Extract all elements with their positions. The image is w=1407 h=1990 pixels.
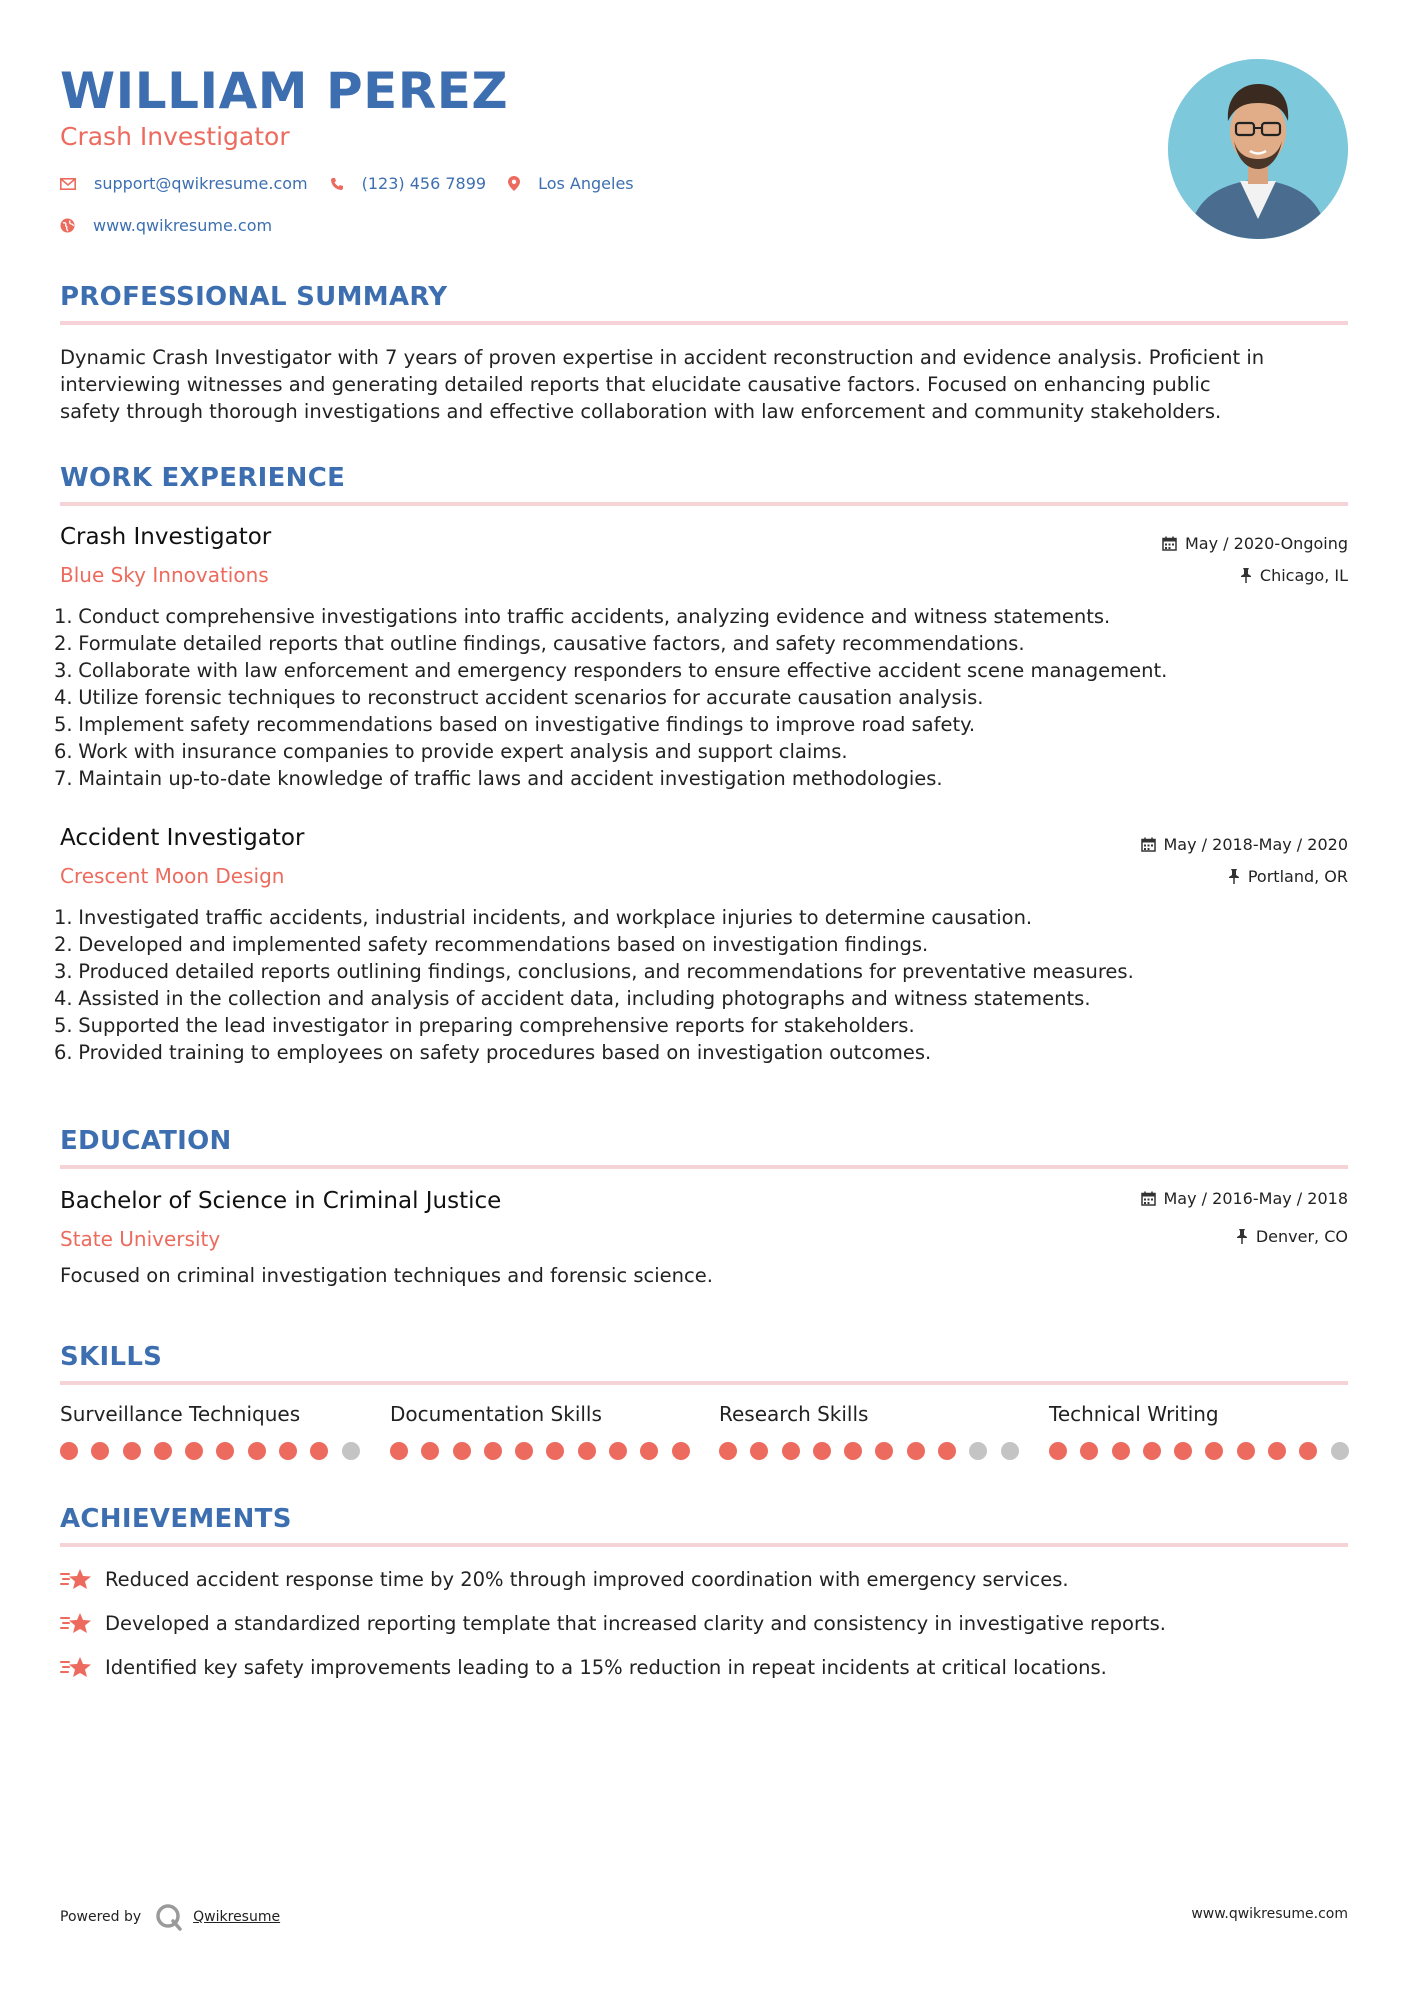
qwikresume-logo-icon <box>155 1903 183 1931</box>
skill-rating <box>1049 1442 1362 1460</box>
contact-website[interactable] <box>60 216 272 235</box>
calendar-icon <box>1141 837 1156 852</box>
globe-icon <box>60 218 75 233</box>
skill-item <box>1049 1402 1349 1432</box>
contact-email[interactable] <box>60 174 308 193</box>
rating-dot-filled <box>1080 1442 1098 1460</box>
skill-name: Documentation Skills <box>390 1402 602 1426</box>
list-item: 7. Maintain up-to-date knowledge of traffic laws and accident investigation methodologies. <box>54 767 943 790</box>
rating-dot-filled <box>672 1442 690 1460</box>
envelope-icon <box>60 178 76 190</box>
star-icon <box>60 1655 93 1679</box>
education-dates-text: May / 2016-May / 2018 <box>1163 1189 1348 1208</box>
contact-row <box>60 216 294 235</box>
contact-phone[interactable] <box>330 174 486 193</box>
rating-dot-empty <box>1001 1442 1019 1460</box>
job-bullets <box>54 603 1350 792</box>
map-pin-icon <box>508 176 520 191</box>
job-title: Accident Investigator <box>60 825 305 851</box>
rating-dot-filled <box>1237 1442 1255 1460</box>
rating-dot-filled <box>1174 1442 1192 1460</box>
job-location <box>1240 566 1348 585</box>
rating-dot-filled <box>185 1442 203 1460</box>
list-item: 4. Assisted in the collection and analysis of accident data, including photographs and witness statements. <box>54 987 1091 1010</box>
experience-heading: WORK EXPERIENCE <box>60 463 346 493</box>
list-item: 4. Utilize forensic techniques to reconstruct accident scenarios for accurate causation analysis. <box>54 686 984 709</box>
skill-name: Technical Writing <box>1049 1402 1219 1426</box>
list-item: 5. Implement safety recommendations based on investigative findings to improve road safety. <box>54 713 976 736</box>
list-item: 2. Developed and implemented safety recommendations based on investigation findings. <box>54 933 929 956</box>
job-location <box>1228 867 1348 886</box>
rating-dot-filled <box>248 1442 266 1460</box>
rating-dot-filled <box>875 1442 893 1460</box>
section-divider <box>60 1381 1348 1385</box>
qwikresume-link[interactable]: Qwikresume <box>193 1909 281 1925</box>
summary-line: interviewing witnesses and generating detailed reports that elucidate causative factors. Focused on enhancing public <box>60 373 1211 396</box>
rating-dot-filled <box>907 1442 925 1460</box>
rating-dot-filled <box>609 1442 627 1460</box>
phone-text: (123) 456 7899 <box>361 174 487 193</box>
education-heading: EDUCATION <box>60 1126 232 1156</box>
list-item: 3. Produced detailed reports outlining findings, conclusions, and recommendations for preventative measures. <box>54 960 1134 983</box>
rating-dot-filled <box>578 1442 596 1460</box>
education-description: Focused on criminal investigation techniques and forensic science. <box>60 1264 713 1287</box>
phone-icon <box>330 177 344 191</box>
rating-dot-filled <box>216 1442 234 1460</box>
star-icon <box>60 1567 93 1591</box>
rating-dot-filled <box>421 1442 439 1460</box>
summary-line: safety through thorough investigations and effective collaboration with law enforcement and community stakeholders. <box>60 400 1222 423</box>
calendar-icon <box>1162 536 1177 551</box>
rating-dot-filled <box>154 1442 172 1460</box>
list-item: 6. Work with insurance companies to provide expert analysis and support claims. <box>54 740 848 763</box>
rating-dot-filled <box>484 1442 502 1460</box>
education-location-text: Denver, CO <box>1255 1227 1348 1246</box>
rating-dot-filled <box>938 1442 956 1460</box>
summary-line: Dynamic Crash Investigator with 7 years of proven expertise in accident reconstruction and evidence analysis. Proficient in <box>60 346 1265 369</box>
job-dates-text: May / 2020-Ongoing <box>1185 534 1348 553</box>
skill-item <box>60 1402 360 1432</box>
job-dates <box>1141 835 1349 854</box>
skill-item <box>719 1402 1019 1432</box>
list-item: 6. Provided training to employees on safety procedures based on investigation outcomes. <box>54 1041 932 1064</box>
job-location-text: Chicago, IL <box>1259 566 1348 585</box>
job-bullets <box>54 904 1350 1066</box>
achievements-heading: ACHIEVEMENTS <box>60 1504 292 1534</box>
rating-dot-filled <box>123 1442 141 1460</box>
section-divider <box>60 502 1348 506</box>
achievement-item <box>60 1655 1107 1679</box>
skill-rating <box>719 1442 1032 1460</box>
rating-dot-filled <box>1268 1442 1286 1460</box>
contact-location <box>508 174 634 193</box>
job-dates-text: May / 2018-May / 2020 <box>1163 835 1348 854</box>
rating-dot-filled <box>546 1442 564 1460</box>
list-item: 1. Investigated traffic accidents, industrial incidents, and workplace injuries to determine causation. <box>54 906 1033 929</box>
footer-powered-by <box>60 1903 280 1931</box>
powered-by-text: Powered by <box>60 1909 142 1925</box>
education-location <box>1236 1227 1348 1246</box>
skill-item <box>390 1402 690 1432</box>
rating-dot-filled <box>813 1442 831 1460</box>
achievement-item <box>60 1611 1166 1635</box>
footer-website[interactable]: www.qwikresume.com <box>1191 1906 1348 1922</box>
location-text: Los Angeles <box>538 174 634 193</box>
rating-dot-filled <box>1299 1442 1317 1460</box>
rating-dot-filled <box>279 1442 297 1460</box>
candidate-title: Crash Investigator <box>60 122 290 151</box>
calendar-icon <box>1141 1191 1156 1206</box>
achievement-text: Developed a standardized reporting template that increased clarity and consistency in investigative reports. <box>105 1611 1166 1635</box>
rating-dot-filled <box>1205 1442 1223 1460</box>
education-dates <box>1141 1189 1349 1208</box>
list-item: 1. Conduct comprehensive investigations into traffic accidents, analyzing evidence and witness statements. <box>54 605 1111 628</box>
skills-heading: SKILLS <box>60 1342 163 1372</box>
list-item: 3. Collaborate with law enforcement and emergency responders to ensure effective accident scene management. <box>54 659 1168 682</box>
job-location-text: Portland, OR <box>1247 867 1348 886</box>
list-item: 2. Formulate detailed reports that outline findings, causative factors, and safety recommendations. <box>54 632 1025 655</box>
job-company: Blue Sky Innovations <box>60 563 269 587</box>
summary-heading: PROFESSIONAL SUMMARY <box>60 282 448 312</box>
website-text: www.qwikresume.com <box>93 216 273 235</box>
rating-dot-filled <box>719 1442 737 1460</box>
rating-dot-filled <box>640 1442 658 1460</box>
rating-dot-filled <box>91 1442 109 1460</box>
rating-dot-filled <box>310 1442 328 1460</box>
section-divider <box>60 1165 1348 1169</box>
list-item: 5. Supported the lead investigator in preparing comprehensive reports for stakeholders. <box>54 1014 915 1037</box>
rating-dot-empty <box>1331 1442 1349 1460</box>
job-dates <box>1162 534 1348 553</box>
rating-dot-filled <box>1143 1442 1161 1460</box>
rating-dot-filled <box>515 1442 533 1460</box>
contact-row <box>60 174 656 193</box>
skill-rating <box>60 1442 373 1460</box>
achievement-text: Identified key safety improvements leading to a 15% reduction in repeat incidents at critical locations. <box>105 1655 1107 1679</box>
pushpin-icon <box>1236 1229 1248 1244</box>
rating-dot-filled <box>1049 1442 1067 1460</box>
skill-name: Surveillance Techniques <box>60 1402 301 1426</box>
summary-text <box>60 344 1350 425</box>
email-text: support@qwikresume.com <box>94 174 308 193</box>
job-company: Crescent Moon Design <box>60 864 285 888</box>
pushpin-icon <box>1240 568 1252 583</box>
profile-photo <box>1168 59 1348 239</box>
skill-rating <box>390 1442 703 1460</box>
rating-dot-filled <box>60 1442 78 1460</box>
section-divider <box>60 321 1348 325</box>
achievement-item <box>60 1567 1069 1591</box>
rating-dot-empty <box>969 1442 987 1460</box>
school-name: State University <box>60 1227 221 1251</box>
candidate-name: WILLIAM PEREZ <box>60 62 509 120</box>
achievement-text: Reduced accident response time by 20% through improved coordination with emergency services. <box>105 1567 1069 1591</box>
rating-dot-filled <box>782 1442 800 1460</box>
rating-dot-filled <box>390 1442 408 1460</box>
rating-dot-filled <box>750 1442 768 1460</box>
pushpin-icon <box>1228 869 1240 884</box>
rating-dot-empty <box>342 1442 360 1460</box>
section-divider <box>60 1543 1348 1547</box>
star-icon <box>60 1611 93 1635</box>
rating-dot-filled <box>1112 1442 1130 1460</box>
rating-dot-filled <box>453 1442 471 1460</box>
rating-dot-filled <box>844 1442 862 1460</box>
degree-title: Bachelor of Science in Criminal Justice <box>60 1188 502 1214</box>
job-title: Crash Investigator <box>60 524 272 550</box>
skill-name: Research Skills <box>719 1402 869 1426</box>
